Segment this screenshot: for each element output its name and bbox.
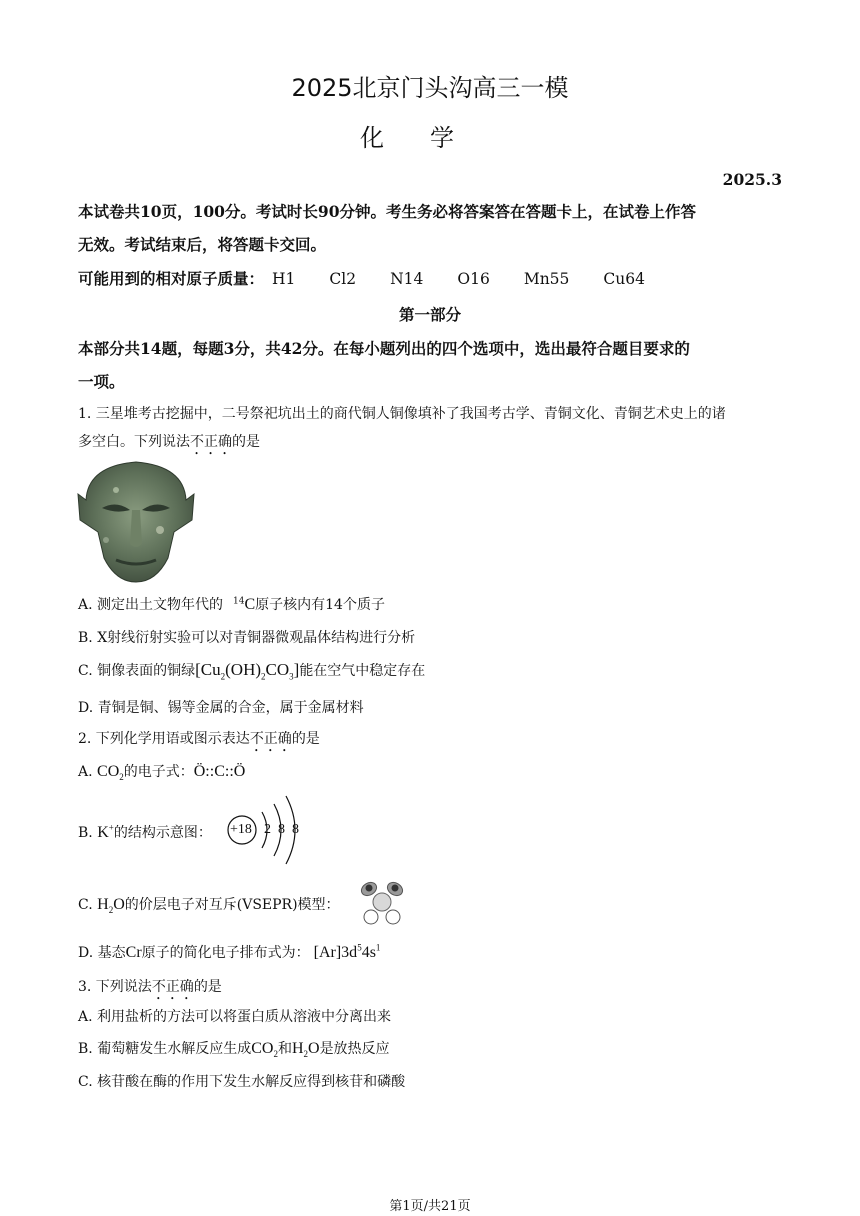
q1-option-d: D. 青铜是铜、锡等金属的合金，属于金属材料	[78, 700, 364, 716]
q2-option-a	[78, 761, 245, 782]
atomic-mass-item: Mn55	[523, 270, 570, 288]
atomic-mass-item: Cl2	[329, 270, 357, 288]
q1-stem-line-2	[78, 431, 260, 458]
q1-option-c	[78, 660, 425, 681]
h2o-formula: $H_2O$	[291, 1040, 320, 1060]
q3-emphasis: 不正确	[151, 979, 194, 995]
q1-stem-tail: 的是	[232, 434, 260, 450]
carbon-14-isotope	[233, 597, 255, 613]
atomic-mass-label: 可能用到的相对原子质量：	[78, 269, 265, 288]
exam-date: 2025.3	[722, 170, 782, 189]
q1-option-a	[78, 594, 385, 614]
vsepr-model-image	[356, 878, 408, 926]
atomic-mass-item: O16	[457, 270, 490, 288]
q1-option-a-tail: 原子核内有14个质子	[255, 597, 385, 613]
co2-formula: $CO_2$	[251, 1040, 278, 1060]
k-nucleus-charge: +18	[230, 822, 252, 837]
q3-option-b-text: B. 葡萄糖发生水解反应生成	[78, 1041, 252, 1057]
q1-emphasis: 不正确	[190, 434, 232, 450]
isotope-mass-number: 14	[233, 596, 245, 607]
page-title: 2025北京门头沟高三一模	[291, 74, 569, 102]
k-shell-electrons: 2 8 8	[264, 822, 299, 837]
q2-option-c-text: 的价层电子对互斥(VSEPR)模型：	[124, 897, 340, 913]
q3-option-b-and: 和	[277, 1041, 292, 1057]
co2-electron-formula: Ö::C::Ö	[193, 763, 246, 780]
bronze-mask-image	[76, 460, 196, 584]
page-footer: 第1页/共21页	[389, 1199, 471, 1214]
q2-option-d-tail: 原子的简化电子排布式为：	[141, 945, 310, 961]
q2-option-a-label: A.	[78, 764, 93, 780]
q2-option-c	[78, 894, 340, 915]
atomic-mass-list	[78, 267, 679, 289]
k-ion-formula: K+	[97, 822, 114, 841]
q1-stem-text: 多空白。下列说法	[78, 434, 190, 450]
q2-option-b	[78, 822, 212, 842]
subject-title: 化学	[360, 124, 500, 152]
atomic-mass-item: Cu64	[603, 270, 645, 288]
q2-option-d	[78, 942, 380, 962]
q2-emphasis: 不正确	[249, 731, 292, 747]
cr-electron-configuration: $[Ar]3d^54s^1$	[313, 942, 381, 961]
q2-option-d-text: D. 基态	[78, 945, 126, 961]
part-heading: 第一部分	[398, 305, 461, 324]
atomic-mass-item: H1	[272, 270, 296, 288]
q2-option-b-label: B.	[78, 825, 93, 841]
q2-option-c-label: C.	[78, 897, 93, 913]
q3-option-c: C. 核苷酸在酶的作用下发生水解反应得到核苷和磷酸	[78, 1074, 406, 1090]
chromium-symbol: Cr	[125, 944, 142, 961]
q2-stem	[78, 728, 320, 755]
q3-option-b	[78, 1038, 390, 1059]
malachite-formula: $[Cu_2(OH)_2CO_3]$	[195, 660, 300, 682]
q1-option-c-tail: 能在空气中稳定存在	[299, 663, 426, 679]
atomic-mass-item: N14	[390, 270, 424, 288]
instructions-line-2: 无效。考试结束后，将答题卡交回。	[78, 235, 327, 254]
q1-stem-line-1: 1. 三星堆考古挖掘中，二号祭祀坑出土的商代铜人铜像填补了我国考古学、青铜文化、青铜艺术史上的诸	[78, 406, 726, 422]
part-description-1: 本部分共14题，每题3分，共42分。在每小题列出的四个选项中，选出最符合题目要求的	[78, 339, 690, 358]
q1-option-b: B. X射线衍射实验可以对青铜器微观晶体结构进行分析	[78, 630, 416, 646]
part-description-2: 一项。	[78, 372, 125, 391]
isotope-symbol: C	[244, 596, 256, 613]
q1-option-c-text: C. 铜像表面的铜绿	[78, 663, 196, 679]
q2-option-b-text: 的结构示意图：	[113, 825, 212, 841]
q3-option-a: A. 利用盐析的方法可以将蛋白质从溶液中分离出来	[78, 1009, 392, 1025]
h2o-formula: $H_2O$	[97, 896, 125, 916]
co2-formula: $CO_2$	[97, 763, 124, 783]
q3-stem-tail: 的是	[193, 979, 222, 995]
instructions-line-1: 本试卷共10页，100分。考试时长90分钟。考生务必将答案答在答题卡上，在试卷上作答	[78, 202, 696, 221]
q3-stem	[78, 976, 222, 1003]
q2-option-a-text: 的电子式：	[123, 764, 194, 780]
q3-stem-text: 3. 下列说法	[78, 979, 152, 995]
q3-option-b-tail: 是放热反应	[319, 1041, 390, 1057]
q2-stem-tail: 的是	[291, 731, 320, 747]
q1-option-a-text: A. 测定出土文物年代的	[78, 597, 224, 613]
q2-stem-text: 2. 下列化学用语或图示表达	[78, 731, 250, 747]
